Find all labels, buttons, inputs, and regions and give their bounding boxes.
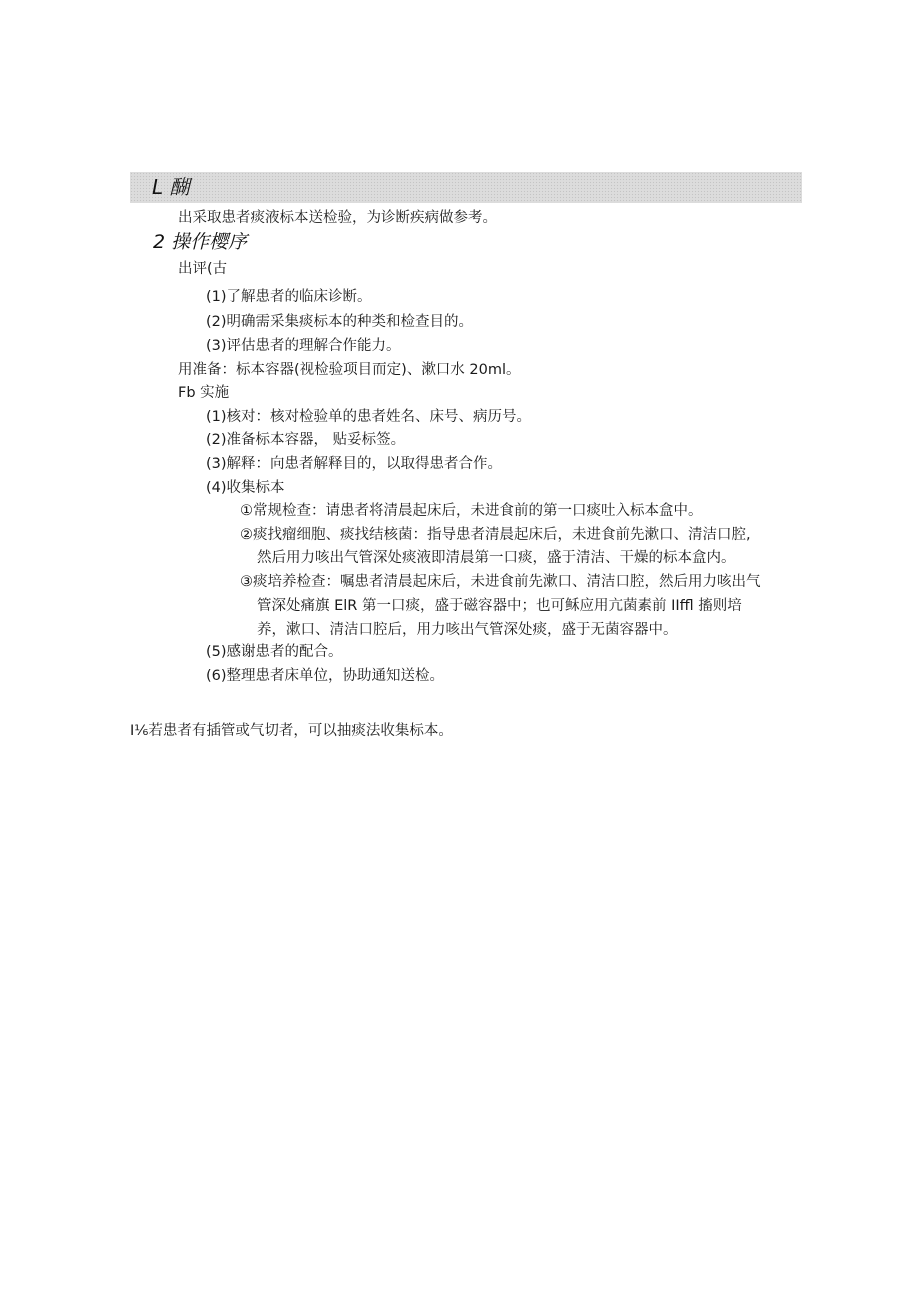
preparation-text: 用准备：标本容器(视检验项目而定)、漱口水 20ml。	[178, 362, 521, 378]
collect-item: ①常规检查：请患者将清晨起床后，未进食前的第一口痰吐入标本盒中。	[240, 503, 703, 519]
collect-item-continued: 养，漱口、清洁口腔后，用力咳出气管深处痰，盛于无菌容器中。	[257, 622, 678, 638]
impl-item: (1)核对：核对检验单的患者姓名、床号、病历号。	[206, 409, 532, 425]
impl-item: (4)收集标本	[206, 480, 285, 496]
section-1-heading: L 醐	[152, 175, 190, 199]
collect-item-continued: 管深处痛旗 ElR 第一口痰，盛于磁容器中；也可稣应用亢菌素前 IIffl 搐则培	[257, 598, 742, 614]
impl-item: (3)解释：向患者解释目的，以取得患者合作。	[206, 456, 503, 472]
section-2-heading: 2 操作樱序	[153, 231, 248, 253]
final-item: (6)整理患者床单位，协助通知送检。	[206, 668, 445, 684]
collect-item: ③痰培养检查：嘱患者清晨起床后，未进食前先漱口、清洁口腔，然后用力咳出气	[240, 574, 761, 590]
assess-item: (3)评估患者的理解合作能力。	[206, 338, 401, 354]
assess-item: (1)了解患者的临床诊断。	[206, 289, 372, 305]
collect-item-continued: 然后用力咳出气管深处痰液即清晨第一口痰，盛于清洁、干燥的标本盒内。	[257, 550, 736, 566]
final-item: (5)感谢患者的配合。	[206, 644, 343, 660]
collect-item: ②痰找瘤细胞、痰找结核菌：指导患者清晨起床后，未进食前先漱口、清洁口腔,	[240, 527, 751, 543]
assess-label: 出评(古	[178, 261, 228, 277]
note-text: I⅙若患者有插管或气切者，可以抽痰法收集标本。	[130, 723, 453, 739]
assess-item: (2)明确需采集痰标本的种类和检查目的。	[206, 314, 474, 330]
section-heading-band	[130, 172, 802, 203]
impl-item: (2)准备标本容器， 贴妥标签。	[206, 432, 406, 448]
purpose-text: 出采取患者痰液标本送检验，为诊断疾病做参考。	[178, 210, 497, 226]
implementation-label: Fb 实施	[178, 385, 230, 401]
